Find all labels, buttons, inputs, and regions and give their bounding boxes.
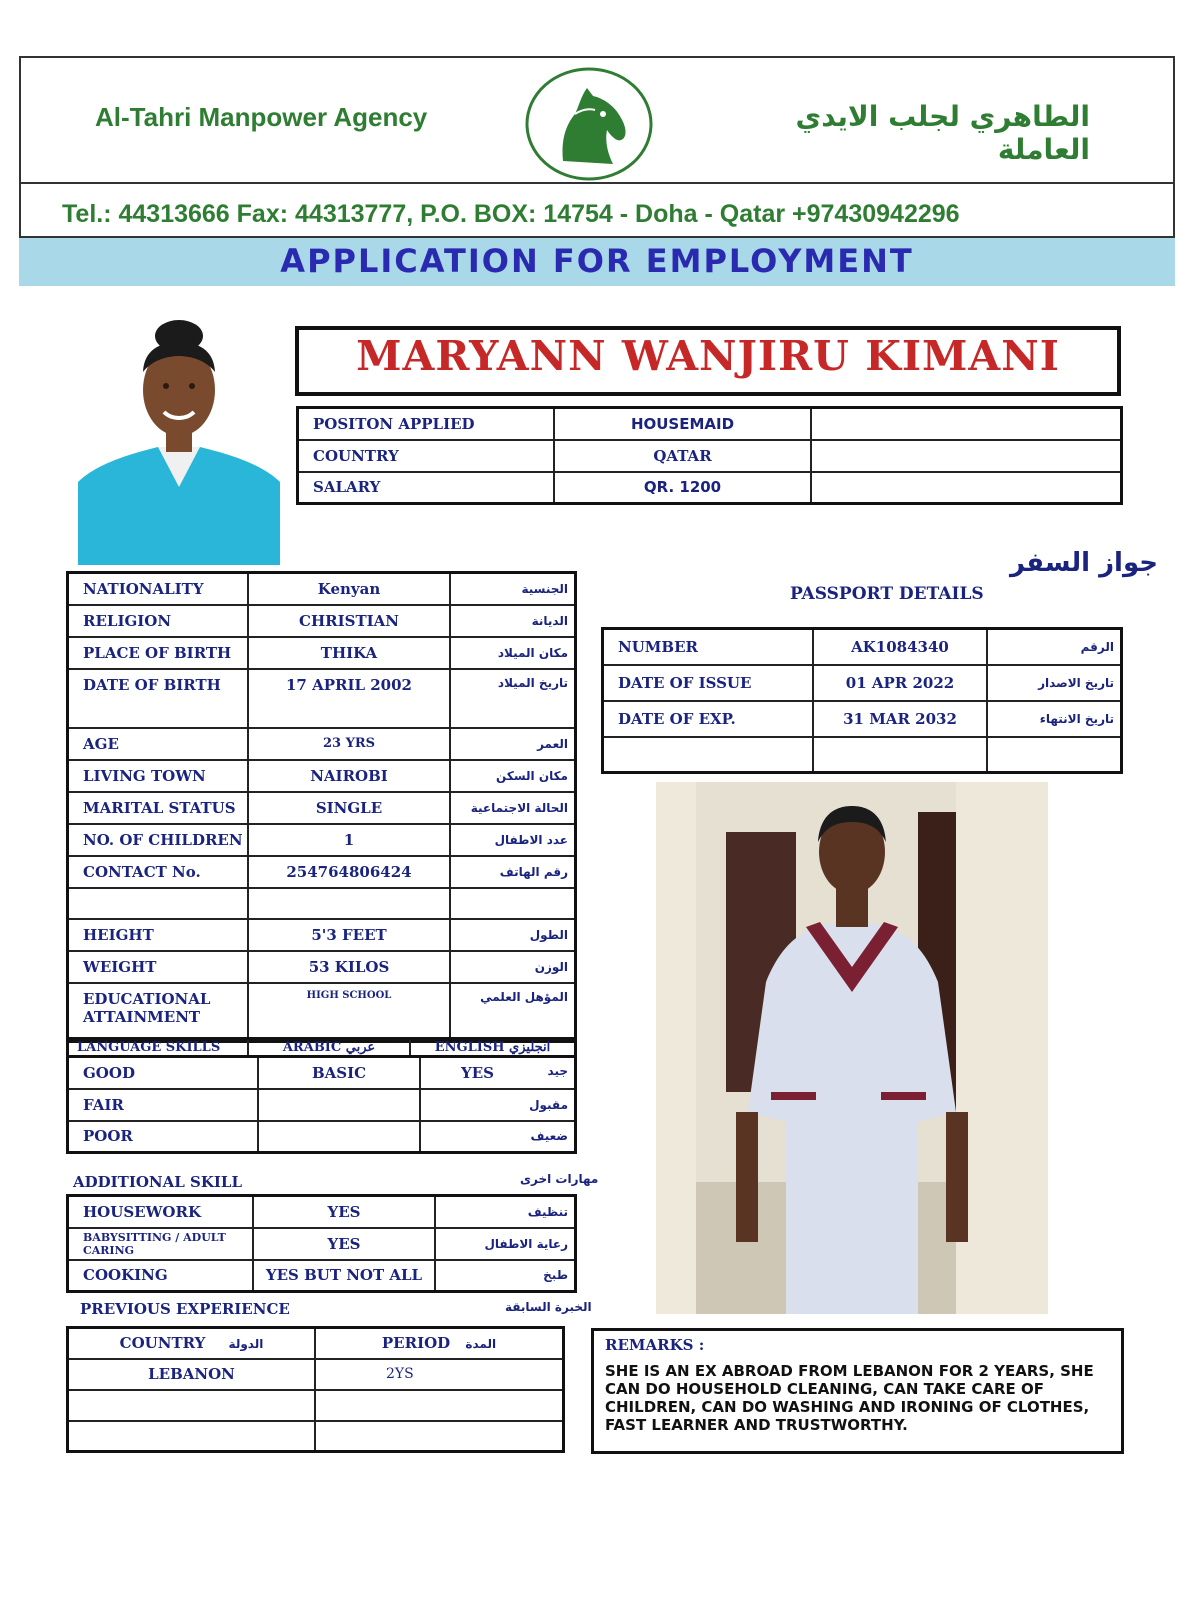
table-row — [68, 1390, 564, 1421]
country-header-ar: الدولة — [228, 1337, 264, 1352]
field-label: MARITAL STATUS — [68, 792, 249, 824]
field-label: RELIGION — [68, 605, 249, 637]
horse-logo-icon — [523, 66, 655, 182]
passport-label: DATE OF EXP. — [603, 701, 814, 737]
passport-title-ar: جواز السفر — [1010, 548, 1158, 578]
field-value: CHRISTIAN — [248, 605, 450, 637]
agency-name-ar: الطاهري لجلب الايدي العاملة — [795, 100, 1090, 166]
experience-table — [66, 1326, 565, 1453]
period-header-cell — [315, 1328, 564, 1359]
applicant-portrait — [78, 312, 280, 565]
table-row — [68, 1328, 564, 1359]
passport-label — [603, 737, 814, 773]
remarks-label: REMARKS : — [605, 1336, 705, 1354]
skill-value: YES — [253, 1228, 435, 1260]
table-row — [298, 440, 1122, 472]
field-value: THIKA — [248, 637, 450, 669]
additional-skill-title-ar: مهارات اخرى — [520, 1172, 599, 1186]
skill-label: HOUSEWORK — [68, 1196, 254, 1228]
field-label: DATE OF BIRTH — [68, 669, 249, 728]
skill-value: YES — [253, 1196, 435, 1228]
table-row — [603, 701, 1122, 737]
table-row — [68, 792, 576, 824]
field-label-ar: الوزن — [450, 951, 576, 983]
experience-country: LEBANON — [68, 1359, 316, 1390]
table-row — [68, 1039, 576, 1057]
field-value: 254764806424 — [248, 856, 450, 888]
applicant-name: MARYANN WANJIRU KIMANI — [356, 332, 1060, 380]
field-value: Kenyan — [248, 573, 450, 605]
skill-label-ar: تنظيف — [435, 1196, 576, 1228]
field-label: AGE — [68, 728, 249, 760]
field-value: 23 YRS — [248, 728, 450, 760]
field-label-ar: الحالة الاجتماعية — [450, 792, 576, 824]
level-label-ar: جيد — [547, 1063, 568, 1078]
applicant-full-photo — [656, 782, 1048, 1314]
field-label-ar: الديانة — [450, 605, 576, 637]
field-value: 5'3 FEET — [248, 919, 450, 951]
table-row — [68, 951, 576, 983]
table-row — [68, 728, 576, 760]
experience-period: 2YS — [315, 1359, 564, 1390]
table-row — [298, 472, 1122, 504]
passport-value: 31 MAR 2032 — [813, 701, 987, 737]
field-value: 17 APRIL 2002 — [248, 669, 450, 728]
arabic-level: BASIC — [258, 1057, 420, 1089]
field-value: 1 — [248, 824, 450, 856]
additional-skill-title: ADDITIONAL SKILL — [73, 1173, 243, 1191]
table-row — [68, 919, 576, 951]
passport-label: DATE OF ISSUE — [603, 665, 814, 701]
country-value: QATAR — [554, 440, 811, 472]
previous-experience-title: PREVIOUS EXPERIENCE — [80, 1300, 290, 1318]
field-value — [248, 888, 450, 919]
table-row — [68, 760, 576, 792]
english-cell — [420, 1089, 576, 1121]
level-label: GOOD — [68, 1057, 259, 1089]
passport-label-ar: تاريخ الاصدار — [987, 665, 1122, 701]
table-row — [298, 408, 1122, 440]
additional-skill-table — [66, 1194, 577, 1293]
level-label: FAIR — [68, 1089, 259, 1121]
passport-label-ar: الرقم — [987, 629, 1122, 665]
period-header-ar: المدة — [465, 1337, 497, 1352]
table-row — [68, 856, 576, 888]
table-row — [68, 1057, 576, 1089]
field-label-ar: عدد الاطفال — [450, 824, 576, 856]
empty-cell — [811, 408, 1122, 440]
table-row — [68, 1260, 576, 1292]
table-row — [603, 665, 1122, 701]
skill-value: YES BUT NOT ALL — [253, 1260, 435, 1292]
passport-label-ar — [987, 737, 1122, 773]
field-label: PLACE OF BIRTH — [68, 637, 249, 669]
salary-value: QR. 1200 — [554, 472, 811, 504]
period-header: PERIOD — [381, 1334, 451, 1353]
field-label-ar: تاريخ الميلاد — [450, 669, 576, 728]
field-label — [68, 888, 249, 919]
table-row — [68, 605, 576, 637]
experience-country — [68, 1390, 316, 1421]
passport-title: PASSPORT DETAILS — [790, 584, 984, 604]
field-label-ar: مكان الميلاد — [450, 637, 576, 669]
language-skills-table — [66, 1055, 577, 1154]
country-header: COUNTRY — [119, 1334, 206, 1353]
personal-details-table — [66, 571, 577, 1043]
table-row — [68, 1228, 576, 1260]
field-label: WEIGHT — [68, 951, 249, 983]
empty-cell — [811, 440, 1122, 472]
skill-label-ar: طبخ — [435, 1260, 576, 1292]
field-label-ar — [450, 888, 576, 919]
experience-period — [315, 1421, 564, 1452]
field-value: NAIROBI — [248, 760, 450, 792]
field-label-ar: العمر — [450, 728, 576, 760]
previous-experience-title-ar: الخبرة السابقة — [505, 1300, 592, 1314]
field-label-ar: المؤهل العلمي — [450, 983, 576, 1042]
experience-country — [68, 1421, 316, 1452]
empty-cell — [811, 472, 1122, 504]
level-label-ar: مقبول — [529, 1097, 568, 1112]
field-label: LIVING TOWN — [68, 760, 249, 792]
arabic-level — [258, 1089, 420, 1121]
english-level: YES — [461, 1063, 494, 1082]
agency-name-en: Al-Tahri Manpower Agency — [95, 102, 428, 132]
table-row — [68, 1359, 564, 1390]
passport-value: 01 APR 2022 — [813, 665, 987, 701]
field-value: HIGH SCHOOL — [248, 983, 450, 1042]
field-label: HEIGHT — [68, 919, 249, 951]
position-label: POSITON APPLIED — [298, 408, 555, 440]
field-label: NO. OF CHILDREN — [68, 824, 249, 856]
table-row — [68, 1089, 576, 1121]
table-row — [68, 983, 576, 1042]
country-label: COUNTRY — [298, 440, 555, 472]
table-row — [68, 637, 576, 669]
passport-label-ar: تاريخ الانتهاء — [987, 701, 1122, 737]
table-row — [68, 1196, 576, 1228]
field-value: 53 KILOS — [248, 951, 450, 983]
field-value: SINGLE — [248, 792, 450, 824]
field-label-ar: الجنسية — [450, 573, 576, 605]
position-table — [296, 406, 1123, 505]
table-row — [603, 737, 1122, 773]
passport-table — [601, 627, 1123, 774]
level-label-ar: ضعيف — [530, 1129, 568, 1144]
field-label: CONTACT No. — [68, 856, 249, 888]
experience-period — [315, 1390, 564, 1421]
skill-label: COOKING — [68, 1260, 254, 1292]
passport-value — [813, 737, 987, 773]
field-label-ar: مكان السكن — [450, 760, 576, 792]
level-label: POOR — [68, 1121, 259, 1153]
language-title: LANGUAGE SKILLS — [68, 1039, 249, 1057]
field-label-ar: الطول — [450, 919, 576, 951]
contact-line: Tel.: 44313666 Fax: 44313777, P.O. BOX: 14754 - Doha - Qatar +97430942296 — [62, 200, 960, 228]
english-cell — [420, 1121, 576, 1153]
english-cell — [420, 1057, 576, 1089]
passport-value: AK1084340 — [813, 629, 987, 665]
table-row — [68, 669, 576, 728]
table-row — [603, 629, 1122, 665]
arabic-header: ARABIC عربي — [248, 1039, 410, 1057]
table-row — [68, 888, 576, 919]
country-header-cell — [68, 1328, 316, 1359]
skill-label-ar: رعاية الاطفال — [435, 1228, 576, 1260]
field-label-ar: رقم الهاتف — [450, 856, 576, 888]
skill-label: BABYSITTING / ADULT CARING — [68, 1228, 254, 1260]
arabic-level — [258, 1121, 420, 1153]
position-value: HOUSEMAID — [554, 408, 811, 440]
table-row — [68, 573, 576, 605]
table-row — [68, 824, 576, 856]
salary-label: SALARY — [298, 472, 555, 504]
field-label: NATIONALITY — [68, 573, 249, 605]
table-row — [68, 1421, 564, 1452]
passport-label: NUMBER — [603, 629, 814, 665]
form-title: APPLICATION FOR EMPLOYMENT — [280, 242, 914, 280]
table-row — [68, 1121, 576, 1153]
remarks-text: SHE IS AN EX ABROAD FROM LEBANON FOR 2 YEARS, SHE CAN DO HOUSEHOLD CLEANING, CAN TAKE CARE OF CHILDREN, CAN DO WASHING AND IRONING OF CLOTHES, FAST LEARNER AND TRUSTWORTHY. — [605, 1362, 1094, 1434]
field-label: EDUCATIONAL ATTAINMENT — [68, 983, 249, 1042]
english-header: ENGLISH انجليزي — [410, 1039, 576, 1057]
